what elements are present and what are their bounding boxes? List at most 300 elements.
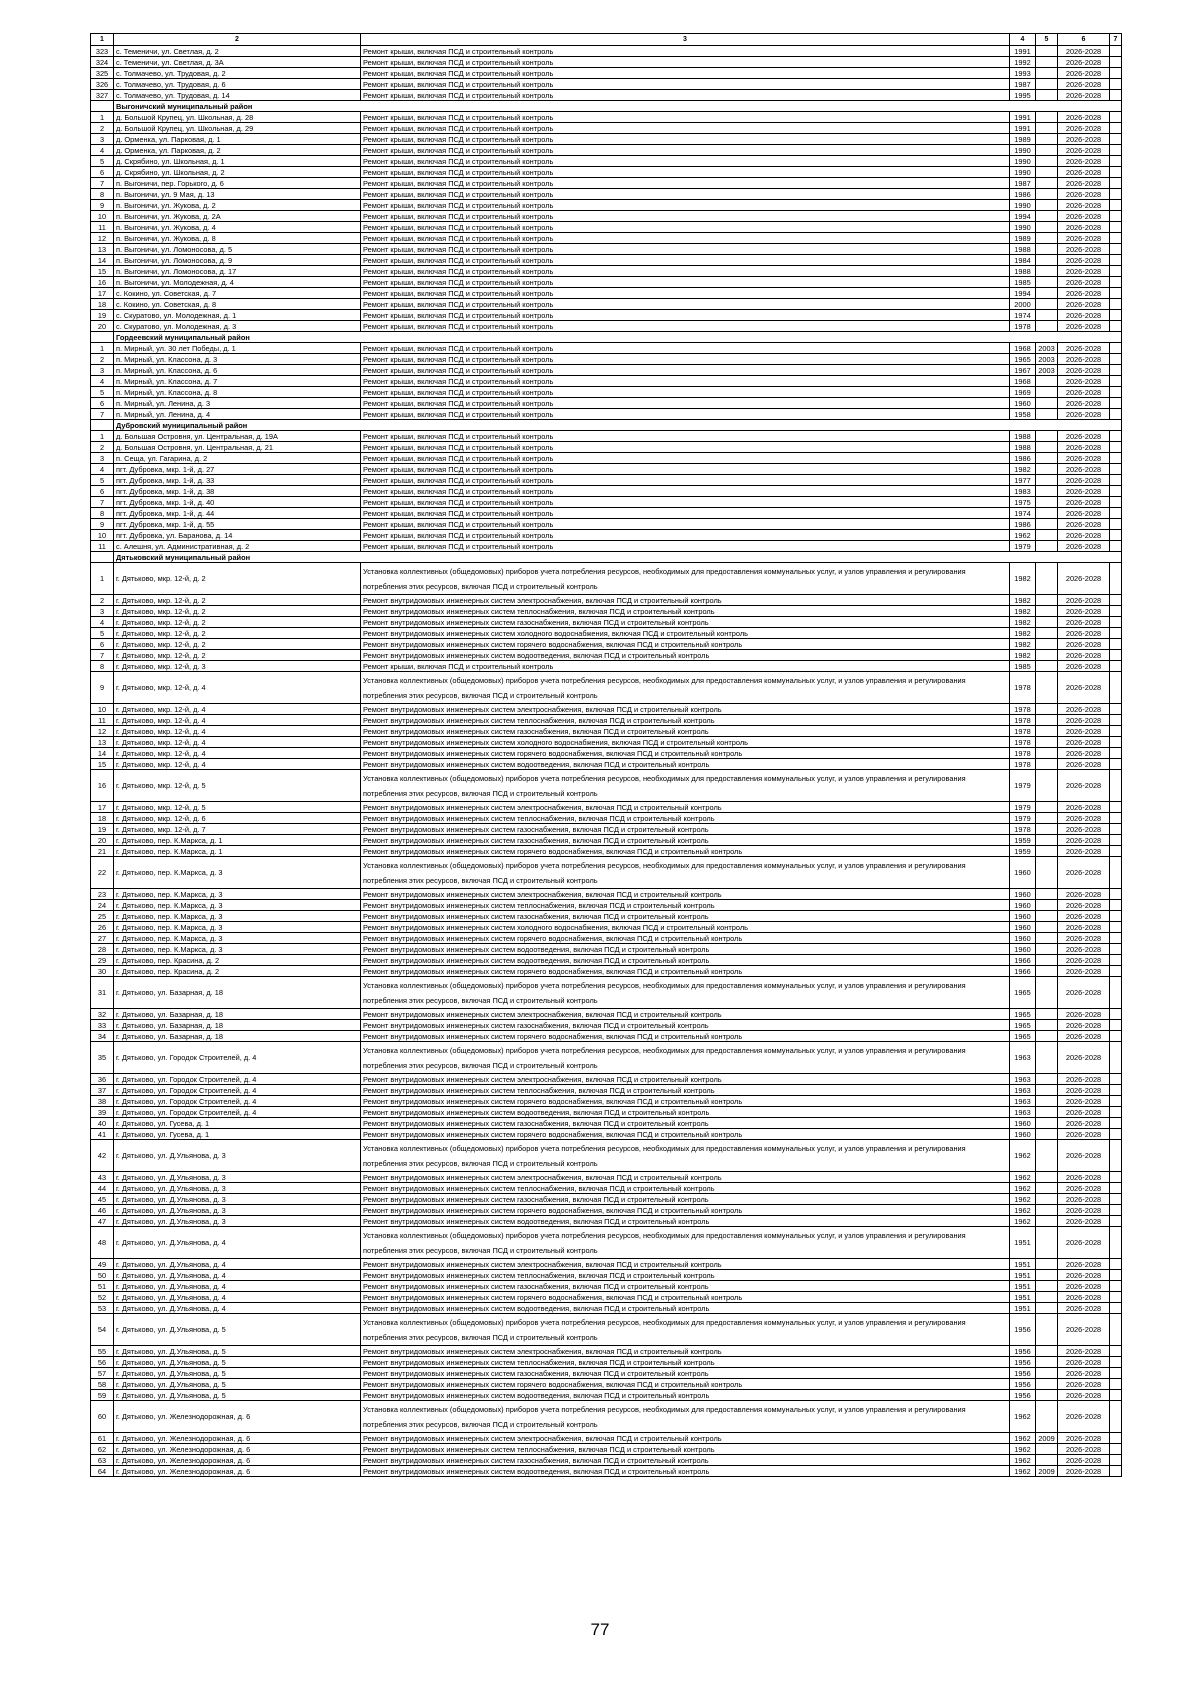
work-type-cell: Ремонт крыши, включая ПСД и строительный контроль [361,178,1010,189]
commission-year-cell: 1960 [1010,1129,1036,1140]
address-cell: г. Дятьково, мкр. 12-й, д. 2 [114,617,361,628]
work-type-cell: Ремонт внутридомовых инженерных систем горячего водоснабжения, включая ПСД и строительный контроль [361,1129,1010,1140]
table-row [91,1042,1122,1074]
last-repair-year-cell [1036,530,1058,541]
address-cell: г. Дятьково, мкр. 12-й, д. 6 [114,813,361,824]
extra-cell [1110,966,1122,977]
table-row [91,715,1122,726]
address-cell: пгт. Дубровка, мкр. 1-й, д. 40 [114,497,361,508]
extra-cell [1110,1433,1122,1444]
planned-period-cell: 2026-2028 [1058,68,1110,79]
planned-period-cell: 2026-2028 [1058,211,1110,222]
extra-cell [1110,1227,1122,1259]
table-row [91,453,1122,464]
table-row [91,955,1122,966]
row-number: 2 [91,123,114,134]
row-number: 11 [91,715,114,726]
commission-year-cell: 1956 [1010,1346,1036,1357]
planned-period-cell: 2026-2028 [1058,889,1110,900]
work-type-cell: Ремонт крыши, включая ПСД и строительный контроль [361,167,1010,178]
commission-year-cell: 1960 [1010,889,1036,900]
row-number: 38 [91,1096,114,1107]
planned-period-cell: 2026-2028 [1058,563,1110,595]
planned-period-cell: 2026-2028 [1058,966,1110,977]
work-type-cell: Ремонт внутридомовых инженерных систем теплоснабжения, включая ПСД и строительный контроль [361,1444,1010,1455]
planned-period-cell: 2026-2028 [1058,167,1110,178]
last-repair-year-cell [1036,933,1058,944]
row-number: 17 [91,288,114,299]
last-repair-year-cell [1036,759,1058,770]
last-repair-year-cell [1036,661,1058,672]
work-type-cell: Ремонт внутридомовых инженерных систем теплоснабжения, включая ПСД и строительный контроль [361,813,1010,824]
work-type-cell: Ремонт крыши, включая ПСД и строительный контроль [361,57,1010,68]
table-row [91,661,1122,672]
table-row [91,189,1122,200]
row-number: 6 [91,639,114,650]
row-number: 48 [91,1227,114,1259]
work-type-cell: Ремонт крыши, включая ПСД и строительный контроль [361,486,1010,497]
last-repair-year-cell [1036,442,1058,453]
work-type-cell: Ремонт крыши, включая ПСД и строительный контроль [361,442,1010,453]
extra-cell [1110,409,1122,420]
table-row [91,354,1122,365]
commission-year-cell: 1978 [1010,704,1036,715]
extra-cell [1110,134,1122,145]
extra-cell [1110,1259,1122,1270]
planned-period-cell: 2026-2028 [1058,266,1110,277]
table-row [91,1303,1122,1314]
address-cell: п. Мирный, ул. Ленина, д. 4 [114,409,361,420]
work-type-cell: Установка коллективных (общедомовых) приборов учета потребления ресурсов, необходимых для предоставления коммунальных услуг, и узлов управления и регулирования потребления этих ресурсов, включая ПСД и строительный контроль [361,977,1010,1009]
district-header-row [91,552,1122,563]
planned-period-cell: 2026-2028 [1058,288,1110,299]
commission-year-cell: 1984 [1010,255,1036,266]
last-repair-year-cell [1036,1216,1058,1227]
commission-year-cell: 1965 [1010,977,1036,1009]
commission-year-cell: 1965 [1010,1031,1036,1042]
planned-period-cell: 2026-2028 [1058,1227,1110,1259]
extra-cell [1110,1346,1122,1357]
address-cell: п. Выгоничи, ул. 9 Мая, д. 13 [114,189,361,200]
last-repair-year-cell [1036,376,1058,387]
table-row [91,628,1122,639]
extra-cell [1110,1292,1122,1303]
planned-period-cell: 2026-2028 [1058,704,1110,715]
table-row [91,595,1122,606]
work-type-cell: Ремонт крыши, включая ПСД и строительный контроль [361,200,1010,211]
table-row [91,1129,1122,1140]
row-number: 62 [91,1444,114,1455]
extra-cell [1110,1466,1122,1477]
work-type-cell: Ремонт внутридомовых инженерных систем электроснабжения, включая ПСД и строительный контроль [361,889,1010,900]
work-type-cell: Ремонт крыши, включая ПСД и строительный контроль [361,222,1010,233]
planned-period-cell: 2026-2028 [1058,541,1110,552]
table-row [91,1270,1122,1281]
table-row [91,134,1122,145]
commission-year-cell: 1988 [1010,442,1036,453]
address-cell: с. Толмачево, ул. Трудовая, д. 14 [114,90,361,101]
planned-period-cell: 2026-2028 [1058,1020,1110,1031]
row-number: 25 [91,911,114,922]
work-type-cell: Ремонт внутридомовых инженерных систем водоотведения, включая ПСД и строительный контроль [361,759,1010,770]
last-repair-year-cell [1036,835,1058,846]
district-name: Дубровский муниципальный район [114,420,1122,431]
extra-cell [1110,1009,1122,1020]
commission-year-cell: 1951 [1010,1227,1036,1259]
row-number: 44 [91,1183,114,1194]
extra-cell [1110,737,1122,748]
address-cell: г. Дятьково, ул. Железнодорожная, д. 6 [114,1401,361,1433]
row-number: 11 [91,222,114,233]
work-type-cell: Ремонт внутридомовых инженерных систем теплоснабжения, включая ПСД и строительный контроль [361,1085,1010,1096]
planned-period-cell: 2026-2028 [1058,112,1110,123]
work-type-cell: Ремонт внутридомовых инженерных систем газоснабжения, включая ПСД и строительный контроль [361,617,1010,628]
extra-cell [1110,715,1122,726]
last-repair-year-cell [1036,90,1058,101]
work-type-cell: Ремонт крыши, включая ПСД и строительный контроль [361,211,1010,222]
work-type-cell: Ремонт внутридомовых инженерных систем горячего водоснабжения, включая ПСД и строительный контроль [361,1292,1010,1303]
commission-year-cell: 1960 [1010,398,1036,409]
extra-cell [1110,1281,1122,1292]
last-repair-year-cell [1036,944,1058,955]
address-cell: г. Дятьково, ул. Д.Ульянова, д. 3 [114,1183,361,1194]
table-row [91,1346,1122,1357]
commission-year-cell: 1966 [1010,966,1036,977]
row-number: 37 [91,1085,114,1096]
extra-cell [1110,1183,1122,1194]
commission-year-cell: 1967 [1010,365,1036,376]
last-repair-year-cell [1036,475,1058,486]
last-repair-year-cell [1036,211,1058,222]
extra-cell [1110,123,1122,134]
work-type-cell: Ремонт крыши, включая ПСД и строительный контроль [361,541,1010,552]
row-number: 60 [91,1401,114,1433]
table-row [91,1227,1122,1259]
address-cell: г. Дятьково, мкр. 12-й, д. 4 [114,704,361,715]
table-row [91,486,1122,497]
address-cell: п. Выгоничи, ул. Ломоносова, д. 5 [114,244,361,255]
work-type-cell: Ремонт крыши, включая ПСД и строительный контроль [361,376,1010,387]
address-cell: п. Выгоничи, ул. Жукова, д. 4 [114,222,361,233]
work-type-cell: Ремонт внутридомовых инженерных систем теплоснабжения, включая ПСД и строительный контроль [361,1357,1010,1368]
header-cell: 4 [1010,34,1036,46]
address-cell: с. Алешня, ул. Административная, д. 2 [114,541,361,552]
extra-cell [1110,1172,1122,1183]
last-repair-year-cell [1036,321,1058,332]
row-number: 6 [91,167,114,178]
row-number: 2 [91,354,114,365]
work-type-cell: Ремонт внутридомовых инженерных систем водоотведения, включая ПСД и строительный контроль [361,1107,1010,1118]
commission-year-cell: 1982 [1010,650,1036,661]
planned-period-cell: 2026-2028 [1058,134,1110,145]
work-type-cell: Ремонт крыши, включая ПСД и строительный контроль [361,475,1010,486]
row-number: 7 [91,409,114,420]
table-row [91,68,1122,79]
work-type-cell: Ремонт внутридомовых инженерных систем горячего водоснабжения, включая ПСД и строительный контроль [361,1096,1010,1107]
row-number: 5 [91,387,114,398]
row-number: 1 [91,563,114,595]
commission-year-cell: 1991 [1010,112,1036,123]
planned-period-cell: 2026-2028 [1058,900,1110,911]
header-cell: 6 [1058,34,1110,46]
row-number: 17 [91,802,114,813]
work-type-cell: Ремонт внутридомовых инженерных систем газоснабжения, включая ПСД и строительный контроль [361,1118,1010,1129]
table-row [91,508,1122,519]
table-row [91,748,1122,759]
last-repair-year-cell [1036,748,1058,759]
work-type-cell: Установка коллективных (общедомовых) приборов учета потребления ресурсов, необходимых для предоставления коммунальных услуг, и узлов управления и регулирования потребления этих ресурсов, включая ПСД и строительный контроль [361,672,1010,704]
table-row [91,519,1122,530]
row-number: 12 [91,233,114,244]
work-type-cell: Ремонт внутридомовых инженерных систем горячего водоснабжения, включая ПСД и строительный контроль [361,933,1010,944]
planned-period-cell: 2026-2028 [1058,376,1110,387]
address-cell: п. Выгоничи, ул. Жукова, д. 8 [114,233,361,244]
extra-cell [1110,442,1122,453]
table-row [91,442,1122,453]
address-cell: п. Выгоничи, пер. Горького, д. 6 [114,178,361,189]
extra-cell [1110,200,1122,211]
extra-cell [1110,704,1122,715]
work-type-cell: Ремонт внутридомовых инженерных систем холодного водоснабжения, включая ПСД и строительный контроль [361,737,1010,748]
table-row [91,704,1122,715]
last-repair-year-cell: 2009 [1036,1433,1058,1444]
table-row [91,1020,1122,1031]
extra-cell [1110,145,1122,156]
address-cell: д. Большой Крупец, ул. Школьная, д. 29 [114,123,361,134]
last-repair-year-cell [1036,464,1058,475]
row-number: 50 [91,1270,114,1281]
work-type-cell: Ремонт крыши, включая ПСД и строительный контроль [361,453,1010,464]
last-repair-year-cell [1036,889,1058,900]
address-cell: г. Дятьково, ул. Д.Ульянова, д. 3 [114,1205,361,1216]
address-cell: г. Дятьково, ул. Железнодорожная, д. 6 [114,1433,361,1444]
extra-cell [1110,650,1122,661]
extra-cell [1110,1314,1122,1346]
address-cell: п. Мирный, ул. Классона, д. 6 [114,365,361,376]
extra-cell [1110,835,1122,846]
last-repair-year-cell [1036,628,1058,639]
commission-year-cell: 1978 [1010,824,1036,835]
work-type-cell: Установка коллективных (общедомовых) приборов учета потребления ресурсов, необходимых для предоставления коммунальных услуг, и узлов управления и регулирования потребления этих ресурсов, включая ПСД и строительный контроль [361,1140,1010,1172]
commission-year-cell: 1978 [1010,748,1036,759]
work-type-cell: Ремонт крыши, включая ПСД и строительный контроль [361,508,1010,519]
planned-period-cell: 2026-2028 [1058,90,1110,101]
work-type-cell: Ремонт крыши, включая ПСД и строительный контроль [361,409,1010,420]
last-repair-year-cell [1036,595,1058,606]
work-type-cell: Ремонт крыши, включая ПСД и строительный контроль [361,156,1010,167]
table-row [91,1357,1122,1368]
extra-cell [1110,244,1122,255]
commission-year-cell: 1960 [1010,933,1036,944]
planned-period-cell: 2026-2028 [1058,310,1110,321]
commission-year-cell: 1962 [1010,1183,1036,1194]
address-cell: г. Дятьково, пер. К.Маркса, д. 1 [114,846,361,857]
commission-year-cell: 1978 [1010,672,1036,704]
work-type-cell: Ремонт крыши, включая ПСД и строительный контроль [361,79,1010,90]
commission-year-cell: 1991 [1010,123,1036,134]
address-cell: с. Кокино, ул. Советская, д. 8 [114,299,361,310]
last-repair-year-cell [1036,1292,1058,1303]
work-type-cell: Ремонт крыши, включая ПСД и строительный контроль [361,68,1010,79]
work-type-cell: Ремонт внутридомовых инженерных систем электроснабжения, включая ПСД и строительный контроль [361,704,1010,715]
planned-period-cell: 2026-2028 [1058,650,1110,661]
planned-period-cell: 2026-2028 [1058,759,1110,770]
address-cell: п. Мирный, ул. Классона, д. 8 [114,387,361,398]
planned-period-cell: 2026-2028 [1058,1444,1110,1455]
commission-year-cell: 1979 [1010,813,1036,824]
planned-period-cell: 2026-2028 [1058,846,1110,857]
planned-period-cell: 2026-2028 [1058,1194,1110,1205]
last-repair-year-cell [1036,145,1058,156]
address-cell: г. Дятьково, мкр. 12-й, д. 4 [114,672,361,704]
last-repair-year-cell [1036,1259,1058,1270]
extra-cell [1110,672,1122,704]
commission-year-cell: 1960 [1010,911,1036,922]
work-type-cell: Ремонт внутридомовых инженерных систем электроснабжения, включая ПСД и строительный контроль [361,595,1010,606]
table-row [91,617,1122,628]
extra-cell [1110,802,1122,813]
address-cell: г. Дятьково, ул. Д.Ульянова, д. 4 [114,1292,361,1303]
commission-year-cell: 1962 [1010,1444,1036,1455]
extra-cell [1110,189,1122,200]
row-number: 31 [91,977,114,1009]
row-number: 5 [91,156,114,167]
commission-year-cell: 1962 [1010,1172,1036,1183]
extra-cell [1110,628,1122,639]
last-repair-year-cell [1036,1031,1058,1042]
planned-period-cell: 2026-2028 [1058,1270,1110,1281]
extra-cell [1110,977,1122,1009]
address-cell: д. Орменка, ул. Парковая, д. 1 [114,134,361,145]
last-repair-year-cell [1036,222,1058,233]
address-cell: г. Дятьково, пер. Красина, д. 2 [114,966,361,977]
planned-period-cell: 2026-2028 [1058,922,1110,933]
row-number: 54 [91,1314,114,1346]
address-cell: г. Дятьково, ул. Д.Ульянова, д. 5 [114,1368,361,1379]
planned-period-cell: 2026-2028 [1058,1433,1110,1444]
table-row [91,156,1122,167]
row-number: 32 [91,1009,114,1020]
commission-year-cell: 1978 [1010,759,1036,770]
work-type-cell: Ремонт крыши, включая ПСД и строительный контроль [361,661,1010,672]
commission-year-cell: 1962 [1010,1216,1036,1227]
commission-year-cell: 1975 [1010,497,1036,508]
planned-period-cell: 2026-2028 [1058,1031,1110,1042]
work-type-cell: Ремонт внутридомовых инженерных систем теплоснабжения, включая ПСД и строительный контроль [361,1270,1010,1281]
commission-year-cell: 1990 [1010,222,1036,233]
extra-cell [1110,617,1122,628]
row-number: 10 [91,530,114,541]
planned-period-cell: 2026-2028 [1058,453,1110,464]
extra-cell [1110,475,1122,486]
row-number: 8 [91,508,114,519]
commission-year-cell: 1951 [1010,1303,1036,1314]
row-number: 3 [91,365,114,376]
work-type-cell: Ремонт крыши, включая ПСД и строительный контроль [361,343,1010,354]
last-repair-year-cell [1036,255,1058,266]
address-cell: г. Дятьково, ул. Железнодорожная, д. 6 [114,1466,361,1477]
last-repair-year-cell [1036,1346,1058,1357]
work-type-cell: Ремонт крыши, включая ПСД и строительный контроль [361,123,1010,134]
planned-period-cell: 2026-2028 [1058,955,1110,966]
planned-period-cell: 2026-2028 [1058,431,1110,442]
row-number: 27 [91,933,114,944]
table-row [91,277,1122,288]
row-number: 28 [91,944,114,955]
planned-period-cell: 2026-2028 [1058,748,1110,759]
address-cell: с. Скуратово, ул. Молодежная, д. 1 [114,310,361,321]
address-cell: г. Дятьково, ул. Базарная, д. 18 [114,1020,361,1031]
address-cell: г. Дятьково, пер. К.Маркса, д. 3 [114,911,361,922]
row-number: 52 [91,1292,114,1303]
row-number: 45 [91,1194,114,1205]
table-row [91,310,1122,321]
table-row [91,79,1122,90]
extra-cell [1110,1074,1122,1085]
table-row [91,1216,1122,1227]
row-number: 4 [91,617,114,628]
commission-year-cell: 1962 [1010,1140,1036,1172]
row-number: 5 [91,475,114,486]
last-repair-year-cell [1036,178,1058,189]
header-cell: 7 [1110,34,1122,46]
last-repair-year-cell [1036,900,1058,911]
extra-cell [1110,497,1122,508]
planned-period-cell: 2026-2028 [1058,1129,1110,1140]
address-cell: г. Дятьково, ул. Д.Ульянова, д. 4 [114,1227,361,1259]
address-cell: г. Дятьково, ул. Городок Строителей, д. 4 [114,1042,361,1074]
table-row [91,530,1122,541]
planned-period-cell: 2026-2028 [1058,715,1110,726]
table-row [91,497,1122,508]
extra-cell [1110,1042,1122,1074]
extra-cell [1110,112,1122,123]
address-cell: с. Теменичи, ул. Светлая, д. 3А [114,57,361,68]
address-cell: г. Дятьково, ул. Д.Ульянова, д. 4 [114,1303,361,1314]
last-repair-year-cell: 2003 [1036,343,1058,354]
planned-period-cell: 2026-2028 [1058,1379,1110,1390]
work-type-cell: Ремонт внутридомовых инженерных систем газоснабжения, включая ПСД и строительный контроль [361,1455,1010,1466]
planned-period-cell: 2026-2028 [1058,497,1110,508]
extra-cell [1110,1401,1122,1433]
planned-period-cell: 2026-2028 [1058,222,1110,233]
commission-year-cell: 1974 [1010,508,1036,519]
last-repair-year-cell [1036,541,1058,552]
extra-cell [1110,398,1122,409]
planned-period-cell: 2026-2028 [1058,46,1110,57]
extra-cell [1110,464,1122,475]
row-number: 11 [91,541,114,552]
last-repair-year-cell [1036,387,1058,398]
planned-period-cell: 2026-2028 [1058,387,1110,398]
last-repair-year-cell [1036,1194,1058,1205]
commission-year-cell: 1982 [1010,563,1036,595]
commission-year-cell: 1978 [1010,737,1036,748]
row-number: 14 [91,255,114,266]
planned-period-cell: 2026-2028 [1058,1205,1110,1216]
work-type-cell: Ремонт крыши, включая ПСД и строительный контроль [361,299,1010,310]
last-repair-year-cell [1036,563,1058,595]
district-name: Гордеевский муниципальный район [114,332,1122,343]
extra-cell [1110,255,1122,266]
extra-cell [1110,156,1122,167]
address-cell: д. Скрябино, ул. Школьная, д. 2 [114,167,361,178]
row-number: 7 [91,650,114,661]
table-row [91,1455,1122,1466]
address-cell: п. Мирный, ул. Ленина, д. 3 [114,398,361,409]
row-number: 14 [91,748,114,759]
last-repair-year-cell [1036,167,1058,178]
